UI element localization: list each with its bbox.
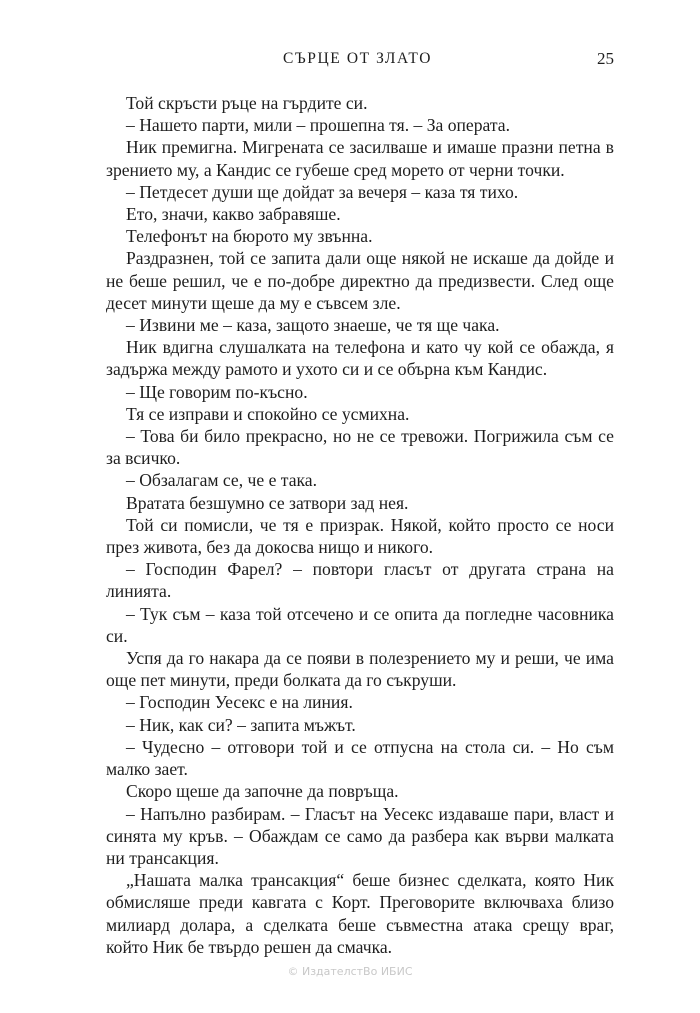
paragraph: – Това би било прекрасно, но не се тревожи. Погрижила съм се за всичко. xyxy=(106,426,614,469)
paragraph: „Нашата малка трансакция“ беше бизнес сделката, която Ник обмисляше преди кавгата с Корт. Преговорите включваха близо милиард долара, а сделката беше съвместна атака срещу враг, който Ник бе твърдо решен да смачка. xyxy=(106,870,614,957)
paragraph: Тя се изправи и спокойно се усмихна. xyxy=(126,403,410,424)
paragraph: – Ник, как си? – запита мъжът. xyxy=(126,714,356,735)
paragraph: – Обзалагам се, че е така. xyxy=(126,470,318,491)
paragraph: – Ще говорим по-късно. xyxy=(126,381,308,402)
paragraph: Телефонът на бюрото му звънна. xyxy=(126,226,373,247)
page-number: 25 xyxy=(597,49,614,68)
paragraph: – Извини ме – каза, защото знаеше, че тя ще чака. xyxy=(126,315,500,336)
publisher-copyright: © ИздателстВо ИБИС xyxy=(287,965,413,978)
paragraph: – Тук съм – каза той отсечено и се опита да погледне часовника си. xyxy=(106,603,614,646)
paragraph: Ето, значи, какво забравяше. xyxy=(126,204,341,225)
paragraph: Раздразнен, той се запита дали още някой не искаше да дойде и не беше решил, че е по-добре директно да предизвести. След още десет минути щеше да му е съвсем зле. xyxy=(106,248,614,313)
paragraph: Успя да го накара да се появи в полезрението му и реши, че има още пет минути, преди болката да го съкруши. xyxy=(106,648,614,691)
paragraph: Той си помисли, че тя е призрак. Някой, който просто се носи през живота, без да докосва нищо и никого. xyxy=(106,514,614,558)
paragraph: – Нашето парти, мили – прошепна тя. – За операта. xyxy=(126,115,510,136)
paragraph: Скоро щеше да започне да повръща. xyxy=(126,781,399,802)
paragraph: Вратата безшумно се затвори зад нея. xyxy=(126,492,409,513)
paragraph: – Напълно разбирам. – Гласът на Уесекс издаваше пари, власт и синята му кръв. – Обаждам се само да разбера как върви малката ни трансакция. xyxy=(106,803,614,868)
paragraph: – Господин Фарел? – повтори гласът от другата страна на линията. xyxy=(106,559,614,602)
paragraph: – Чудесно – отговори той и се отпусна на стола си. – Но съм малко зает. xyxy=(106,736,614,780)
paragraph: – Петдесет души ще дойдат за вечеря – каза тя тихо. xyxy=(126,181,519,202)
page-header xyxy=(0,46,700,76)
paragraph: – Господин Уесекс е на линия. xyxy=(126,692,353,713)
paragraph: Ник премигна. Мигрената се засилваше и имаше празни петна в зрението му, а Кандис се губеше сред морето от черни точки. xyxy=(106,137,614,180)
running-title: СЪРЦЕ ОТ ЗЛАТО xyxy=(283,50,433,67)
body-text xyxy=(106,92,614,958)
paragraph: Ник вдигна слушалката на телефона и като чу кой се обажда, я задържа между рамото и ухото си и се обърна към Кандис. xyxy=(106,337,614,380)
paragraph: Той скръсти ръце на гърдите си. xyxy=(126,93,368,113)
